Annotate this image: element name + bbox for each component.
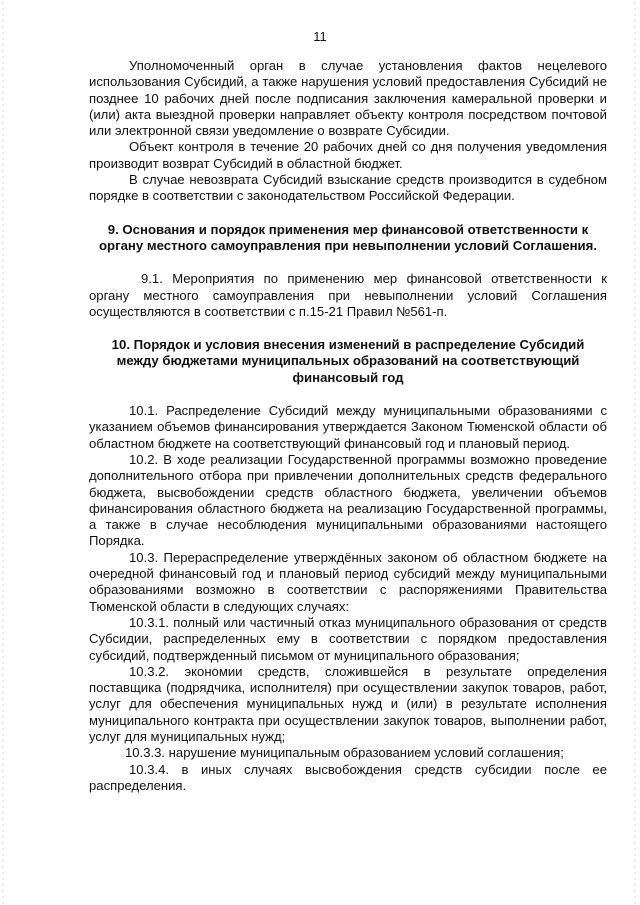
paragraph-10-2: 10.2. В ходе реализации Государственной программы возможно проведение дополнительного отбора при привлечении дополнительных средств федерального бюджета, высвобождении средств областного бюджета, увеличении объемов финансирования областного бюджета на реализацию Государственной программы, а также в случае несоблюдения муниципальными образованиями настоящего Порядка. <box>89 451 607 549</box>
page-number: 11 <box>313 29 327 44</box>
paragraph-10-1: 10.1. Распределение Субсидий между муниципальными образованиями с указанием объемов финансирования утверждается Законом Тюменской области об областном бюджете на соответствующий финансовый год и плановый период. <box>89 403 607 451</box>
paragraph-10-3: 10.3. Перераспределение утверждённых законом об областном бюджете на очередной финансовый год и плановый период субсидий между муниципальными образованиями возможно в соответствии с распоряжениями Правительства Тюменской области в следующих случаях: <box>89 549 607 614</box>
paragraph-10-3-1: 10.3.1. полный или частичный отказ муниципального образования от средств Субсидии, распределенных ему в соответствии с порядком предоставления субсидий, подтвержденный письмом от муниципального образования; <box>89 614 607 663</box>
section-9-heading: 9. Основания и порядок применения мер финансовой ответственности к органу местного самоуправления при невыполнении условий Соглашения. <box>98 221 598 253</box>
document-body <box>89 58 607 794</box>
paragraph-refund-term: Объект контроля в течение 20 рабочих дней со дня получения уведомления производит возврат Субсидий в областной бюджет. <box>89 139 607 171</box>
scan-edge-right <box>634 0 636 905</box>
paragraph-refund-notice: Уполномоченный орган в случае установления фактов нецелевого использования Субсидий, а также нарушения условий предоставления Субсидий не позднее 10 рабочих дней после подписания заключения камеральной проверки и (или) акта выездной проверки направляет объекту контроля посредством почтовой или электронной связи уведомление о возврате Субсидии. <box>89 58 607 139</box>
paragraph-10-3-4: 10.3.4. в иных случаях высвобождения средств субсидии после ее распределения. <box>89 761 607 793</box>
paragraph-court-recovery: В случае невозврата Субсидий взыскание средств производится в судебном порядке в соответствии с законодательством Российской Федерации. <box>89 172 607 204</box>
section-10-heading: 10. Порядок и условия внесения изменений в распределение Субсидий между бюджетами муниципальных образований на соответствующий финансовый год <box>111 337 585 385</box>
paragraph-10-3-3: 10.3.3. нарушение муниципальным образованием условий соглашения; <box>125 745 564 761</box>
scan-edge-left <box>2 0 4 905</box>
paragraph-9-1: 9.1. Мероприятия по применению мер финансовой ответственности к органу местного самоуправления при невыполнении условий Соглашения осуществляются в соответствии с п.15-21 Правил №561-п. <box>89 271 607 319</box>
paragraph-10-3-2: 10.3.2. экономии средств, сложившейся в результате определения поставщика (подрядчика, исполнителя) при осуществлении закупок товаров, работ, услуг для обеспечения муниципальных нужд и (или) в результате исполнения муниципального контракта при осуществлении закупок товаров, выполнении работ, услуг для муниципальных нужд; <box>89 663 607 744</box>
